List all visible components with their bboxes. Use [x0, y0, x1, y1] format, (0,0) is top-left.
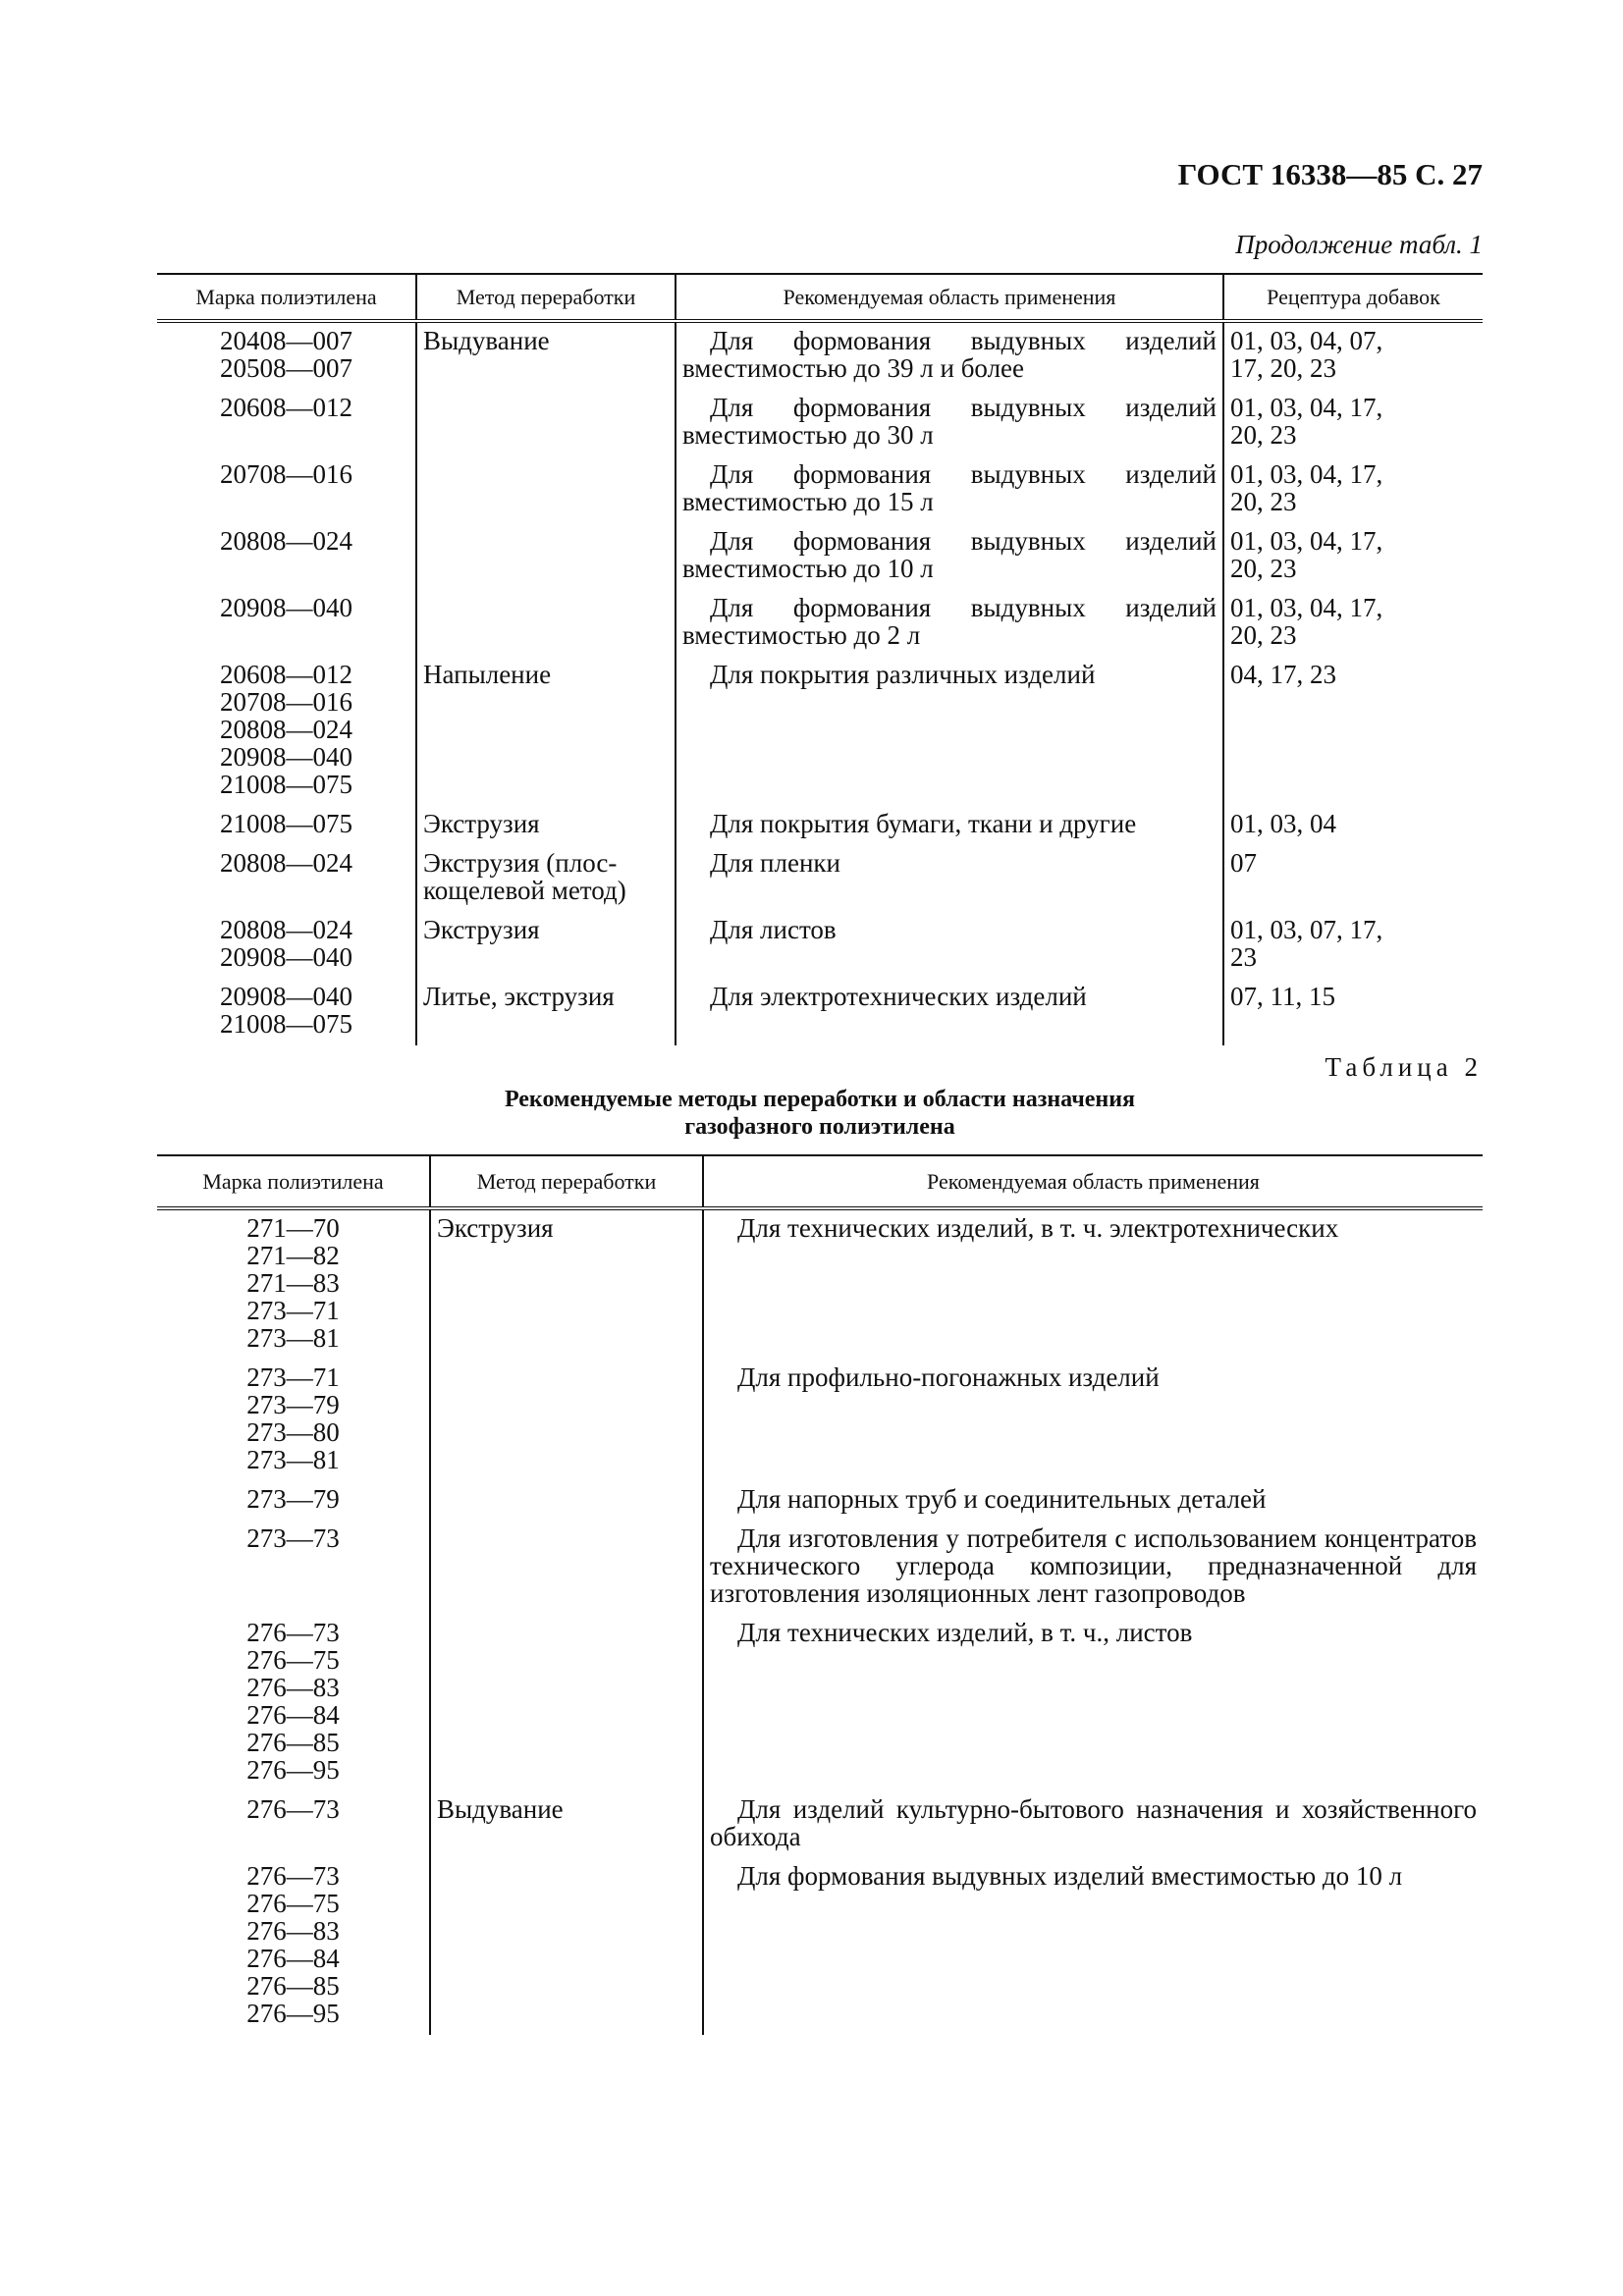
cell-line: Выдувание: [423, 326, 550, 355]
cell-line: 21008—075: [220, 809, 352, 838]
cell-line: 23: [1230, 942, 1257, 972]
cell-line: 01, 03, 04, 17,: [1230, 593, 1383, 622]
table-row: [157, 1615, 1483, 1791]
cell-mark: [157, 657, 416, 806]
cell-area: [703, 1360, 1483, 1481]
table-row: [157, 912, 1483, 979]
cell-mark: [157, 1791, 430, 1858]
cell-line: 20808—024: [220, 915, 352, 944]
cell-method: [430, 1858, 703, 2035]
cell-line: 20908—040: [220, 593, 352, 622]
cell-mark: [157, 1615, 430, 1791]
cell-mark: [157, 321, 416, 390]
cell-area: [676, 657, 1223, 806]
cell-method: [416, 590, 676, 657]
header-mark: Марка полиэтилена: [157, 1155, 430, 1208]
cell-recipe: [1223, 390, 1483, 456]
cell-recipe: [1223, 912, 1483, 979]
table-row: [157, 657, 1483, 806]
table-row: [157, 806, 1483, 845]
cell-line: 276—85: [246, 1971, 340, 2001]
table-2-title-line-1: Рекомендуемые методы переработки и области назначения: [504, 1087, 1136, 1112]
table-row: [157, 523, 1483, 590]
cell-area: [703, 1481, 1483, 1521]
area-text: Для формования выдувных изделий вместимостью до 10 л: [682, 526, 1217, 583]
cell-area: [676, 523, 1223, 590]
cell-line: Экструзия: [437, 1213, 554, 1243]
table-row: [157, 845, 1483, 912]
cell-line: кощелевой метод): [423, 876, 626, 905]
cell-line: 276—85: [246, 1728, 340, 1757]
cell-line: 273—79: [246, 1484, 340, 1514]
table-row: [157, 321, 1483, 390]
cell-line: 04, 17, 23: [1230, 660, 1336, 689]
cell-area: [703, 1521, 1483, 1615]
table-row: [157, 456, 1483, 523]
area-text: Для формования выдувных изделий вместимостью до 15 л: [682, 459, 1217, 516]
cell-method: [416, 912, 676, 979]
cell-line: 273—71: [246, 1362, 340, 1392]
cell-line: 276—83: [246, 1916, 340, 1946]
area-text: Для формования выдувных изделий вместимостью до 2 л: [682, 593, 1217, 650]
table-2-title-line-2: газофазного полиэтилена: [684, 1114, 955, 1140]
area-text: Для листов: [710, 915, 837, 944]
cell-line: 20808—024: [220, 848, 352, 878]
cell-line: 21008—075: [220, 1009, 352, 1039]
page-header: ГОСТ 16338—85 С. 27: [1177, 157, 1483, 191]
cell-line: 276—73: [246, 1618, 340, 1647]
cell-mark: [157, 979, 416, 1045]
cell-line: 276—84: [246, 1944, 340, 1973]
cell-mark: [157, 1858, 430, 2035]
cell-line: Напыление: [423, 660, 552, 689]
cell-recipe: [1223, 456, 1483, 523]
cell-line: 271—83: [246, 1268, 340, 1298]
cell-area: [676, 912, 1223, 979]
cell-area: [676, 590, 1223, 657]
table-2-title: [157, 1086, 1483, 1141]
area-text: Для напорных труб и соединительных деталей: [737, 1484, 1267, 1514]
cell-recipe: [1223, 845, 1483, 912]
table-row: [157, 590, 1483, 657]
cell-line: 07: [1230, 848, 1257, 878]
cell-method: [416, 321, 676, 390]
cell-method: [430, 1208, 703, 1360]
area-text: Для изготовления у потребителя с использованием концентратов технического углерода композиции, предназначенной для изготовления изоляционных лент газопроводов: [710, 1523, 1477, 1608]
table-row: [157, 1791, 1483, 1858]
cell-mark: [157, 390, 416, 456]
cell-mark: [157, 845, 416, 912]
header-method: Метод переработки: [416, 274, 676, 321]
cell-line: 01, 03, 04, 17,: [1230, 393, 1383, 422]
cell-method: [416, 456, 676, 523]
cell-recipe: [1223, 979, 1483, 1045]
cell-line: 273—81: [246, 1445, 340, 1474]
table-row: [157, 1208, 1483, 1360]
table-continuation-note: Продолжение табл. 1: [1235, 230, 1483, 259]
cell-line: 20908—040: [220, 742, 352, 772]
area-text: Для формования выдувных изделий вместимостью до 30 л: [682, 393, 1217, 450]
cell-line: 21008—075: [220, 770, 352, 799]
cell-line: 20808—024: [220, 526, 352, 556]
cell-method: [416, 806, 676, 845]
cell-line: 20608—012: [220, 660, 352, 689]
table-row: [157, 1481, 1483, 1521]
cell-line: 273—71: [246, 1296, 340, 1325]
cell-method: [416, 657, 676, 806]
cell-area: [676, 456, 1223, 523]
cell-line: 273—73: [246, 1523, 340, 1553]
table-row: [157, 1521, 1483, 1615]
table-row: [157, 1858, 1483, 2035]
cell-method: [416, 979, 676, 1045]
cell-area: [676, 390, 1223, 456]
cell-line: 20708—016: [220, 459, 352, 489]
cell-recipe: [1223, 523, 1483, 590]
cell-line: 20508—007: [220, 353, 352, 383]
cell-line: 276—73: [246, 1794, 340, 1824]
cell-line: 271—82: [246, 1241, 340, 1270]
cell-area: [676, 321, 1223, 390]
cell-mark: [157, 1208, 430, 1360]
cell-line: 20608—012: [220, 393, 352, 422]
area-text: Для формования выдувных изделий вместимостью до 39 л и более: [682, 326, 1217, 383]
cell-recipe: [1223, 657, 1483, 806]
area-text: Для электротехнических изделий: [710, 982, 1087, 1011]
table-row: [157, 979, 1483, 1045]
cell-line: 20, 23: [1230, 487, 1297, 516]
cell-line: 20408—007: [220, 326, 352, 355]
cell-recipe: [1223, 806, 1483, 845]
cell-recipe: [1223, 590, 1483, 657]
cell-line: 273—80: [246, 1417, 340, 1447]
cell-line: 273—81: [246, 1323, 340, 1353]
cell-mark: [157, 1521, 430, 1615]
area-text: Для профильно-погонажных изделий: [737, 1362, 1160, 1392]
cell-area: [703, 1858, 1483, 2035]
cell-method: [430, 1615, 703, 1791]
area-text: Для изделий культурно-бытового назначения и хозяйственного обихода: [710, 1794, 1477, 1851]
cell-method: [430, 1481, 703, 1521]
table-row: [157, 390, 1483, 456]
cell-line: 20, 23: [1230, 554, 1297, 583]
area-text: Для технических изделий, в т. ч., листов: [737, 1618, 1193, 1647]
cell-line: 07, 11, 15: [1230, 982, 1335, 1011]
cell-line: 276—73: [246, 1861, 340, 1891]
cell-mark: [157, 912, 416, 979]
cell-line: 20808—024: [220, 715, 352, 744]
header-area: Рекомендуемая область применения: [676, 274, 1223, 321]
cell-area: [676, 845, 1223, 912]
cell-mark: [157, 523, 416, 590]
cell-line: 01, 03, 04: [1230, 809, 1336, 838]
cell-method: [430, 1360, 703, 1481]
cell-line: 276—95: [246, 1755, 340, 1785]
cell-line: 273—79: [246, 1390, 340, 1419]
table-row: [157, 1360, 1483, 1481]
cell-line: 20, 23: [1230, 620, 1297, 650]
table-2-number: Таблица 2: [1325, 1052, 1483, 1082]
cell-line: 01, 03, 04, 17,: [1230, 459, 1383, 489]
cell-method: [416, 523, 676, 590]
cell-line: 01, 03, 04, 07,: [1230, 326, 1383, 355]
cell-mark: [157, 806, 416, 845]
cell-line: 276—84: [246, 1700, 340, 1730]
cell-area: [676, 806, 1223, 845]
cell-method: [416, 845, 676, 912]
header-area: Рекомендуемая область применения: [703, 1155, 1483, 1208]
cell-mark: [157, 456, 416, 523]
cell-line: 01, 03, 04, 17,: [1230, 526, 1383, 556]
area-text: Для технических изделий, в т. ч. электротехнических: [737, 1213, 1339, 1243]
area-text: Для пленки: [710, 848, 840, 878]
header-method: Метод переработки: [430, 1155, 703, 1208]
header-mark: Марка полиэтилена: [157, 274, 416, 321]
cell-line: 276—83: [246, 1673, 340, 1702]
area-text: Для покрытия бумаги, ткани и другие: [710, 809, 1137, 838]
cell-area: [703, 1791, 1483, 1858]
cell-line: Экструзия (плос-: [423, 848, 618, 878]
cell-line: Экструзия: [423, 915, 540, 944]
cell-line: 20908—040: [220, 982, 352, 1011]
cell-method: [430, 1791, 703, 1858]
cell-line: 17, 20, 23: [1230, 353, 1336, 383]
table-2: [157, 1154, 1483, 2035]
cell-recipe: [1223, 321, 1483, 390]
cell-line: 276—75: [246, 1889, 340, 1918]
cell-area: [676, 979, 1223, 1045]
cell-line: 01, 03, 07, 17,: [1230, 915, 1383, 944]
cell-area: [703, 1615, 1483, 1791]
header-recipe: Рецептура добавок: [1223, 274, 1483, 321]
cell-line: 20, 23: [1230, 420, 1297, 450]
cell-line: 271—70: [246, 1213, 340, 1243]
cell-mark: [157, 1481, 430, 1521]
cell-method: [416, 390, 676, 456]
cell-line: 276—75: [246, 1645, 340, 1675]
cell-mark: [157, 590, 416, 657]
area-text: Для формования выдувных изделий вместимостью до 10 л: [737, 1861, 1403, 1891]
area-text: Для покрытия различных изделий: [710, 660, 1096, 689]
cell-line: Экструзия: [423, 809, 540, 838]
cell-line: 20908—040: [220, 942, 352, 972]
cell-line: Литье, экструзия: [423, 982, 615, 1011]
cell-method: [430, 1521, 703, 1615]
cell-line: Выдувание: [437, 1794, 564, 1824]
table-1: [157, 273, 1483, 1045]
cell-area: [703, 1208, 1483, 1360]
cell-line: 276—95: [246, 1999, 340, 2028]
cell-mark: [157, 1360, 430, 1481]
cell-line: 20708—016: [220, 687, 352, 717]
